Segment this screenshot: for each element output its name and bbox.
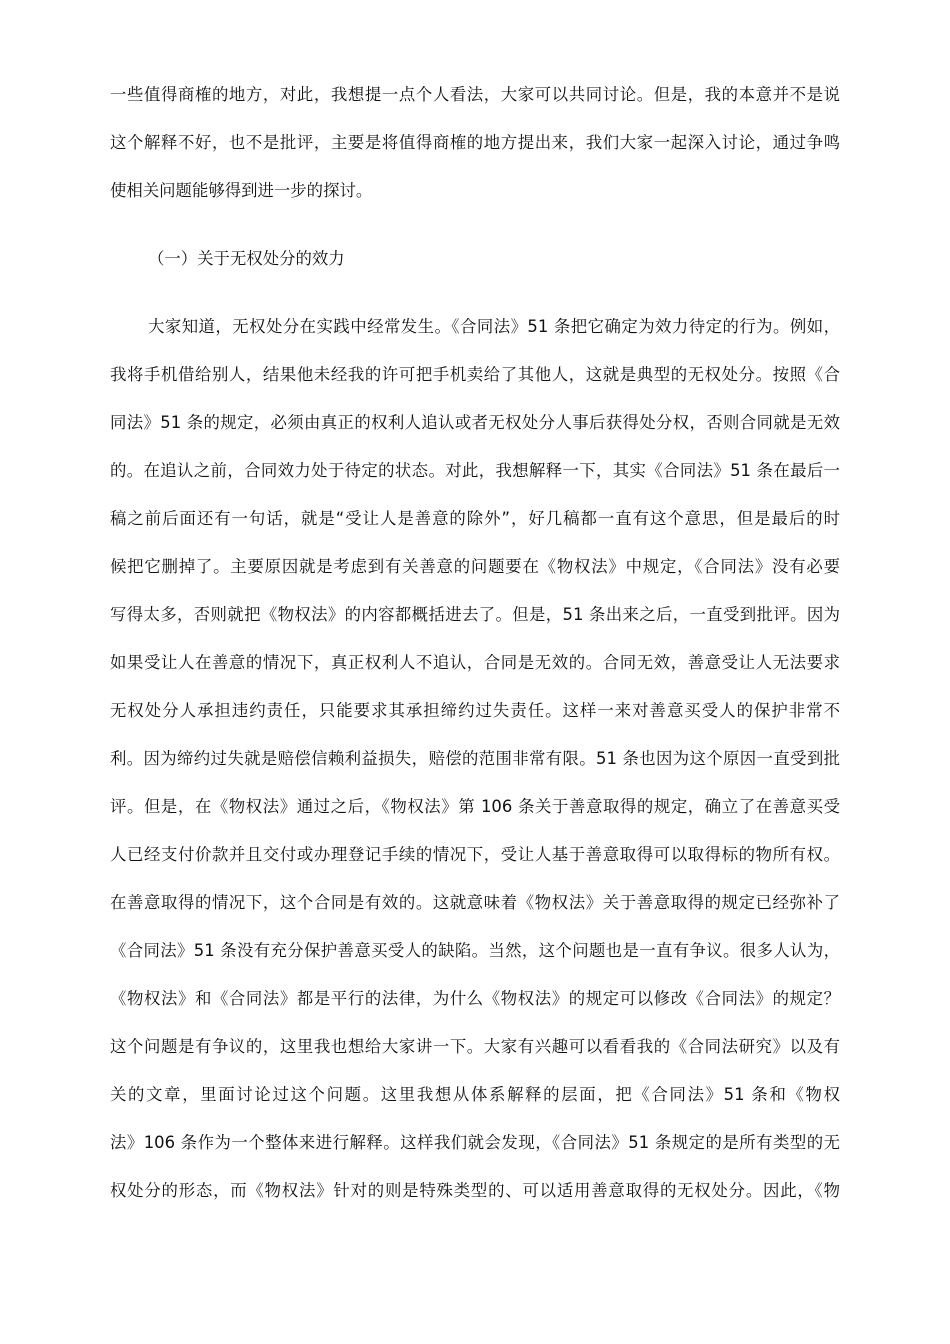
- body-line-11: 评。但是，在《物权法》通过之后，《物权法》第 106 条关于善意取得的规定，确立了在善意买受: [110, 797, 840, 816]
- body-line-2: 我将手机借给别人，结果他未经我的许可把手机卖给了其他人，这就是典型的无权处分。按照《合: [110, 365, 840, 384]
- body-line-13: 在善意取得的情况下，这个合同是有效的。这就意味着《物权法》关于善意取得的规定已经弥补了: [110, 893, 840, 912]
- body-line-9: 无权处分人承担违约责任，只能要求其承担缔约过失责任。这样一来对善意买受人的保护非常不: [110, 701, 840, 720]
- body-line-19: 权处分的形态，而《物权法》针对的则是特殊类型的、可以适用善意取得的无权处分。因此，《物: [110, 1181, 840, 1200]
- body-line-14: 《合同法》51 条没有充分保护善意买受人的缺陷。当然，这个问题也是一直有争议。很多人认为，: [110, 941, 840, 960]
- intro-line-2: 这个解释不好，也不是批评，主要是将值得商榷的地方提出来，我们大家一起深入讨论，通过争鸣: [110, 133, 840, 152]
- body-line-4: 的。在追认之前，合同效力处于待定的状态。对此，我想解释一下，其实《合同法》51 条在最后一: [110, 461, 840, 480]
- body-line-10: 利。因为缔约过失就是赔偿信赖利益损失，赔偿的范围非常有限。51 条也因为这个原因一直受到批: [110, 749, 840, 768]
- body-line-1: 大家知道，无权处分在实践中经常发生。《合同法》51 条把它确定为效力待定的行为。例如，: [148, 317, 840, 336]
- body-line-7: 写得太多，否则就把《物权法》的内容都概括进去了。但是，51 条出来之后，一直受到批评。因为: [110, 605, 840, 624]
- body-line-18: 法》106 条作为一个整体来进行解释。这样我们就会发现，《合同法》51 条规定的是所有类型的无: [110, 1133, 840, 1152]
- body-line-12: 人已经支付价款并且交付或办理登记手续的情况下，受让人基于善意取得可以取得标的物所有权。: [110, 845, 840, 864]
- body-line-16: 这个问题是有争议的，这里我也想给大家讲一下。大家有兴趣可以看看我的《合同法研究》以及有: [110, 1037, 840, 1056]
- intro-line-1: 一些值得商榷的地方，对此，我想提一点个人看法，大家可以共同讨论。但是，我的本意并不是说: [110, 85, 840, 104]
- section-heading: （一）关于无权处分的效力: [148, 249, 345, 268]
- intro-line-3: 使相关问题能够得到进一步的探讨。: [110, 181, 373, 200]
- body-line-3: 同法》51 条的规定，必须由真正的权利人追认或者无权处分人事后获得处分权，否则合同就是无效: [110, 413, 840, 432]
- body-line-17: 关的文章，里面讨论过这个问题。这里我想从体系解释的层面，把《合同法》51 条和《物权: [110, 1085, 840, 1104]
- body-line-8: 如果受让人在善意的情况下，真正权利人不追认，合同是无效的。合同无效，善意受让人无法要求: [110, 653, 840, 672]
- body-line-5: 稿之前后面还有一句话，就是“受让人是善意的除外”，好几稿都一直有这个意思，但是最后的时: [110, 509, 840, 528]
- body-line-6: 候把它删掉了。主要原因就是考虑到有关善意的问题要在《物权法》中规定，《合同法》没有必要: [110, 557, 840, 576]
- body-line-15: 《物权法》和《合同法》都是平行的法律，为什么《物权法》的规定可以修改《合同法》的规定？: [110, 989, 840, 1008]
